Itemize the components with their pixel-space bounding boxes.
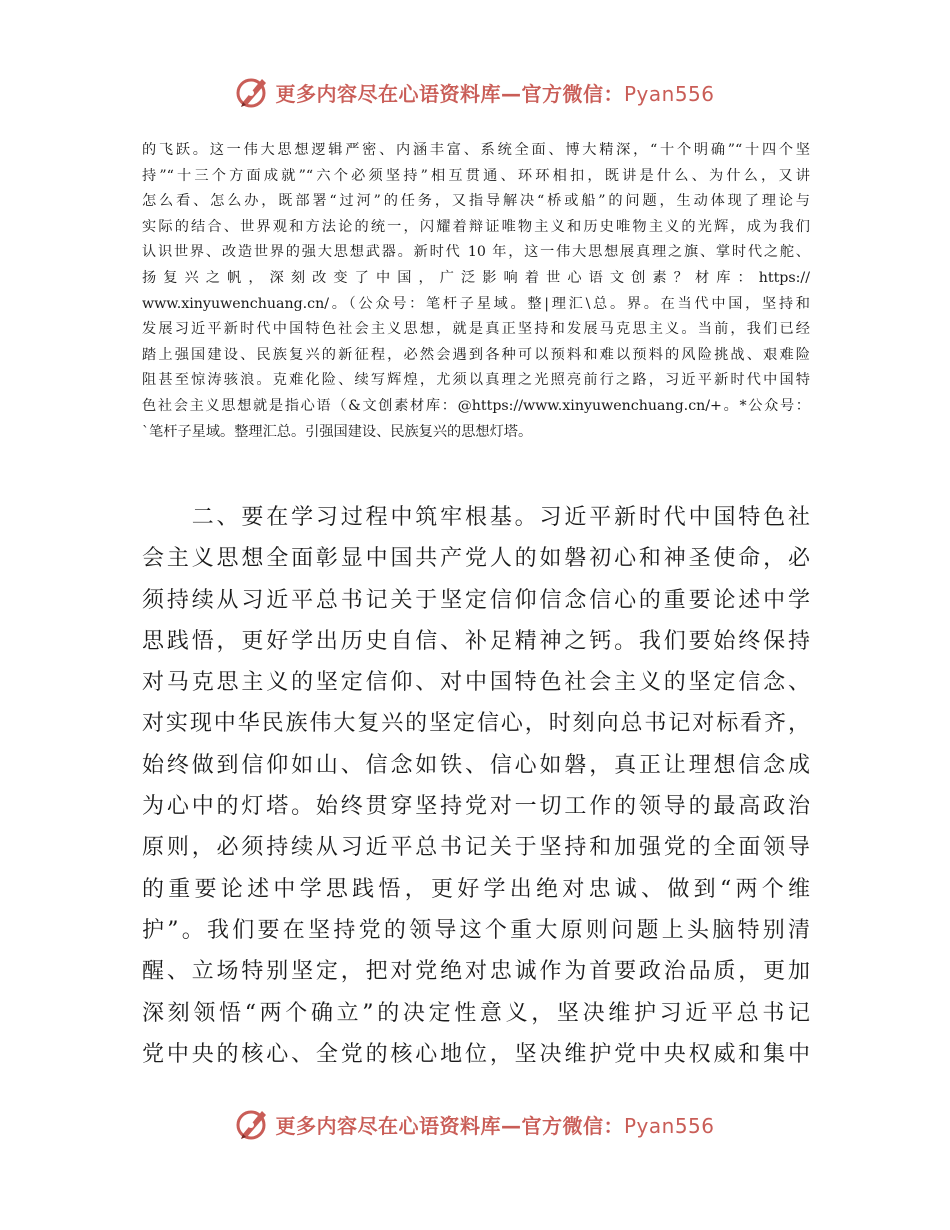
footer-banner-text: 更多内容尽在心语资料库—官方微信：Pyan556 <box>275 1113 715 1138</box>
text-line: 的重要论述中学思践悟，更好学出绝对忠诚、做到“两个维 <box>142 876 810 902</box>
paragraph-section-two <box>142 497 810 1075</box>
text-line: 色社会主义思想就是指心语（&文创素材库：@https://www.xinyuwenchuang.cn/+。*公众号： <box>142 397 810 414</box>
text-line: 踏上强国建设、民族复兴的新征程，必然会遇到各种可以预料和难以预料的风险挑战、艰难险 <box>142 346 810 363</box>
text-line: 党中央的核心、全党的核心地位，坚决维护党中央权威和集中 <box>142 1041 810 1067</box>
text-line: 思践悟，更好学出历史自信、补足精神之钙。我们要始终保持 <box>142 628 810 654</box>
text-line: 须持续从习近平总书记关于坚定信仰信念信心的重要论述中学 <box>142 587 810 613</box>
header-banner <box>0 70 950 114</box>
red-pen-icon <box>235 1106 271 1142</box>
text-line: 扬复兴之帆，深刻改变了中国，广泛影响着世心语文创素？材库：https:// <box>142 269 810 286</box>
text-line: 实际的结合、世界观和方法论的统一，闪耀着辩证唯物主义和历史唯物主义的光辉，成为我们 <box>142 218 810 235</box>
text-line: 持”“十三个方面成就”“六个必须坚持”相互贯通、环环相扣，既讲是什么、为什么，又讲 <box>142 167 810 184</box>
text-line: www.xinyuwenchuang.cn/。（公众号：笔杆子星域。整|理汇\总。界。在当代中国，坚持和 <box>142 295 810 312</box>
footer-wechat-id: Pyan556 <box>623 1113 715 1138</box>
red-pen-icon <box>235 74 271 110</box>
text-line: 怎么看、怎么办，既部署“过河”的任务，又指导解决“桥或船”的问题，生动体现了理论与 <box>142 193 810 210</box>
text-line: 深刻领悟“两个确立”的决定性意义，坚决维护习近平总书记 <box>142 1000 810 1026</box>
header-wechat-id: Pyan556 <box>623 81 715 106</box>
text-line: 原则，必须持续从习近平总书记关于坚持和加强党的全面领导 <box>142 835 810 861</box>
text-line: 认识世界、改造世界的强大思想武器。新时代 10 年，这一伟大思想展真理之旗、掌时代之舵、 <box>142 244 810 261</box>
text-line: 为心中的灯塔。始终贯穿坚持党对一切工作的领导的最高政治 <box>142 794 810 820</box>
text-line: 的飞跃。这一伟大思想逻辑严密、内涵丰富、系统全面、博大精深，“十个明确”“十四个坚 <box>142 142 810 158</box>
text-line: 二、要在学习过程中筑牢根基。习近平新时代中国特色社 <box>142 505 810 530</box>
text-line: 始终做到信仰如山、信念如铁、信心如磐，真正让理想信念成 <box>142 752 810 778</box>
header-banner-text: 更多内容尽在心语资料库—官方微信：Pyan556 <box>275 81 715 106</box>
text-line: 醒、立场特别坚定，把对党绝对忠诚作为首要政治品质，更加 <box>142 959 810 985</box>
paragraph-small-text <box>142 138 810 445</box>
footer-banner <box>0 1102 950 1146</box>
text-line: 对实现中华民族伟大复兴的坚定信心，时刻向总书记对标看齐， <box>142 711 810 737</box>
text-line: 发展习近平新时代中国特色社会主义思想，就是真正坚持和发展马克思主义。当前，我们已经 <box>142 321 810 338</box>
text-line: 会主义思想全面彰显中国共产党人的如磐初心和神圣使命，必 <box>142 546 810 572</box>
text-line: 阻甚至惊涛骇浪。克难化险、续写辉煌，尤须以真理之光照亮前行之路，习近平新时代中国特 <box>142 372 810 389</box>
text-line: 对马克思主义的坚定信仰、对中国特色社会主义的坚定信念、 <box>142 670 810 696</box>
text-line: 护”。我们要在坚持党的领导这个重大原则问题上头脑特别清 <box>142 917 810 943</box>
text-line: `笔杆子星域。整理汇总。引强国建设、民族复兴的思想灯塔。 <box>142 423 533 440</box>
